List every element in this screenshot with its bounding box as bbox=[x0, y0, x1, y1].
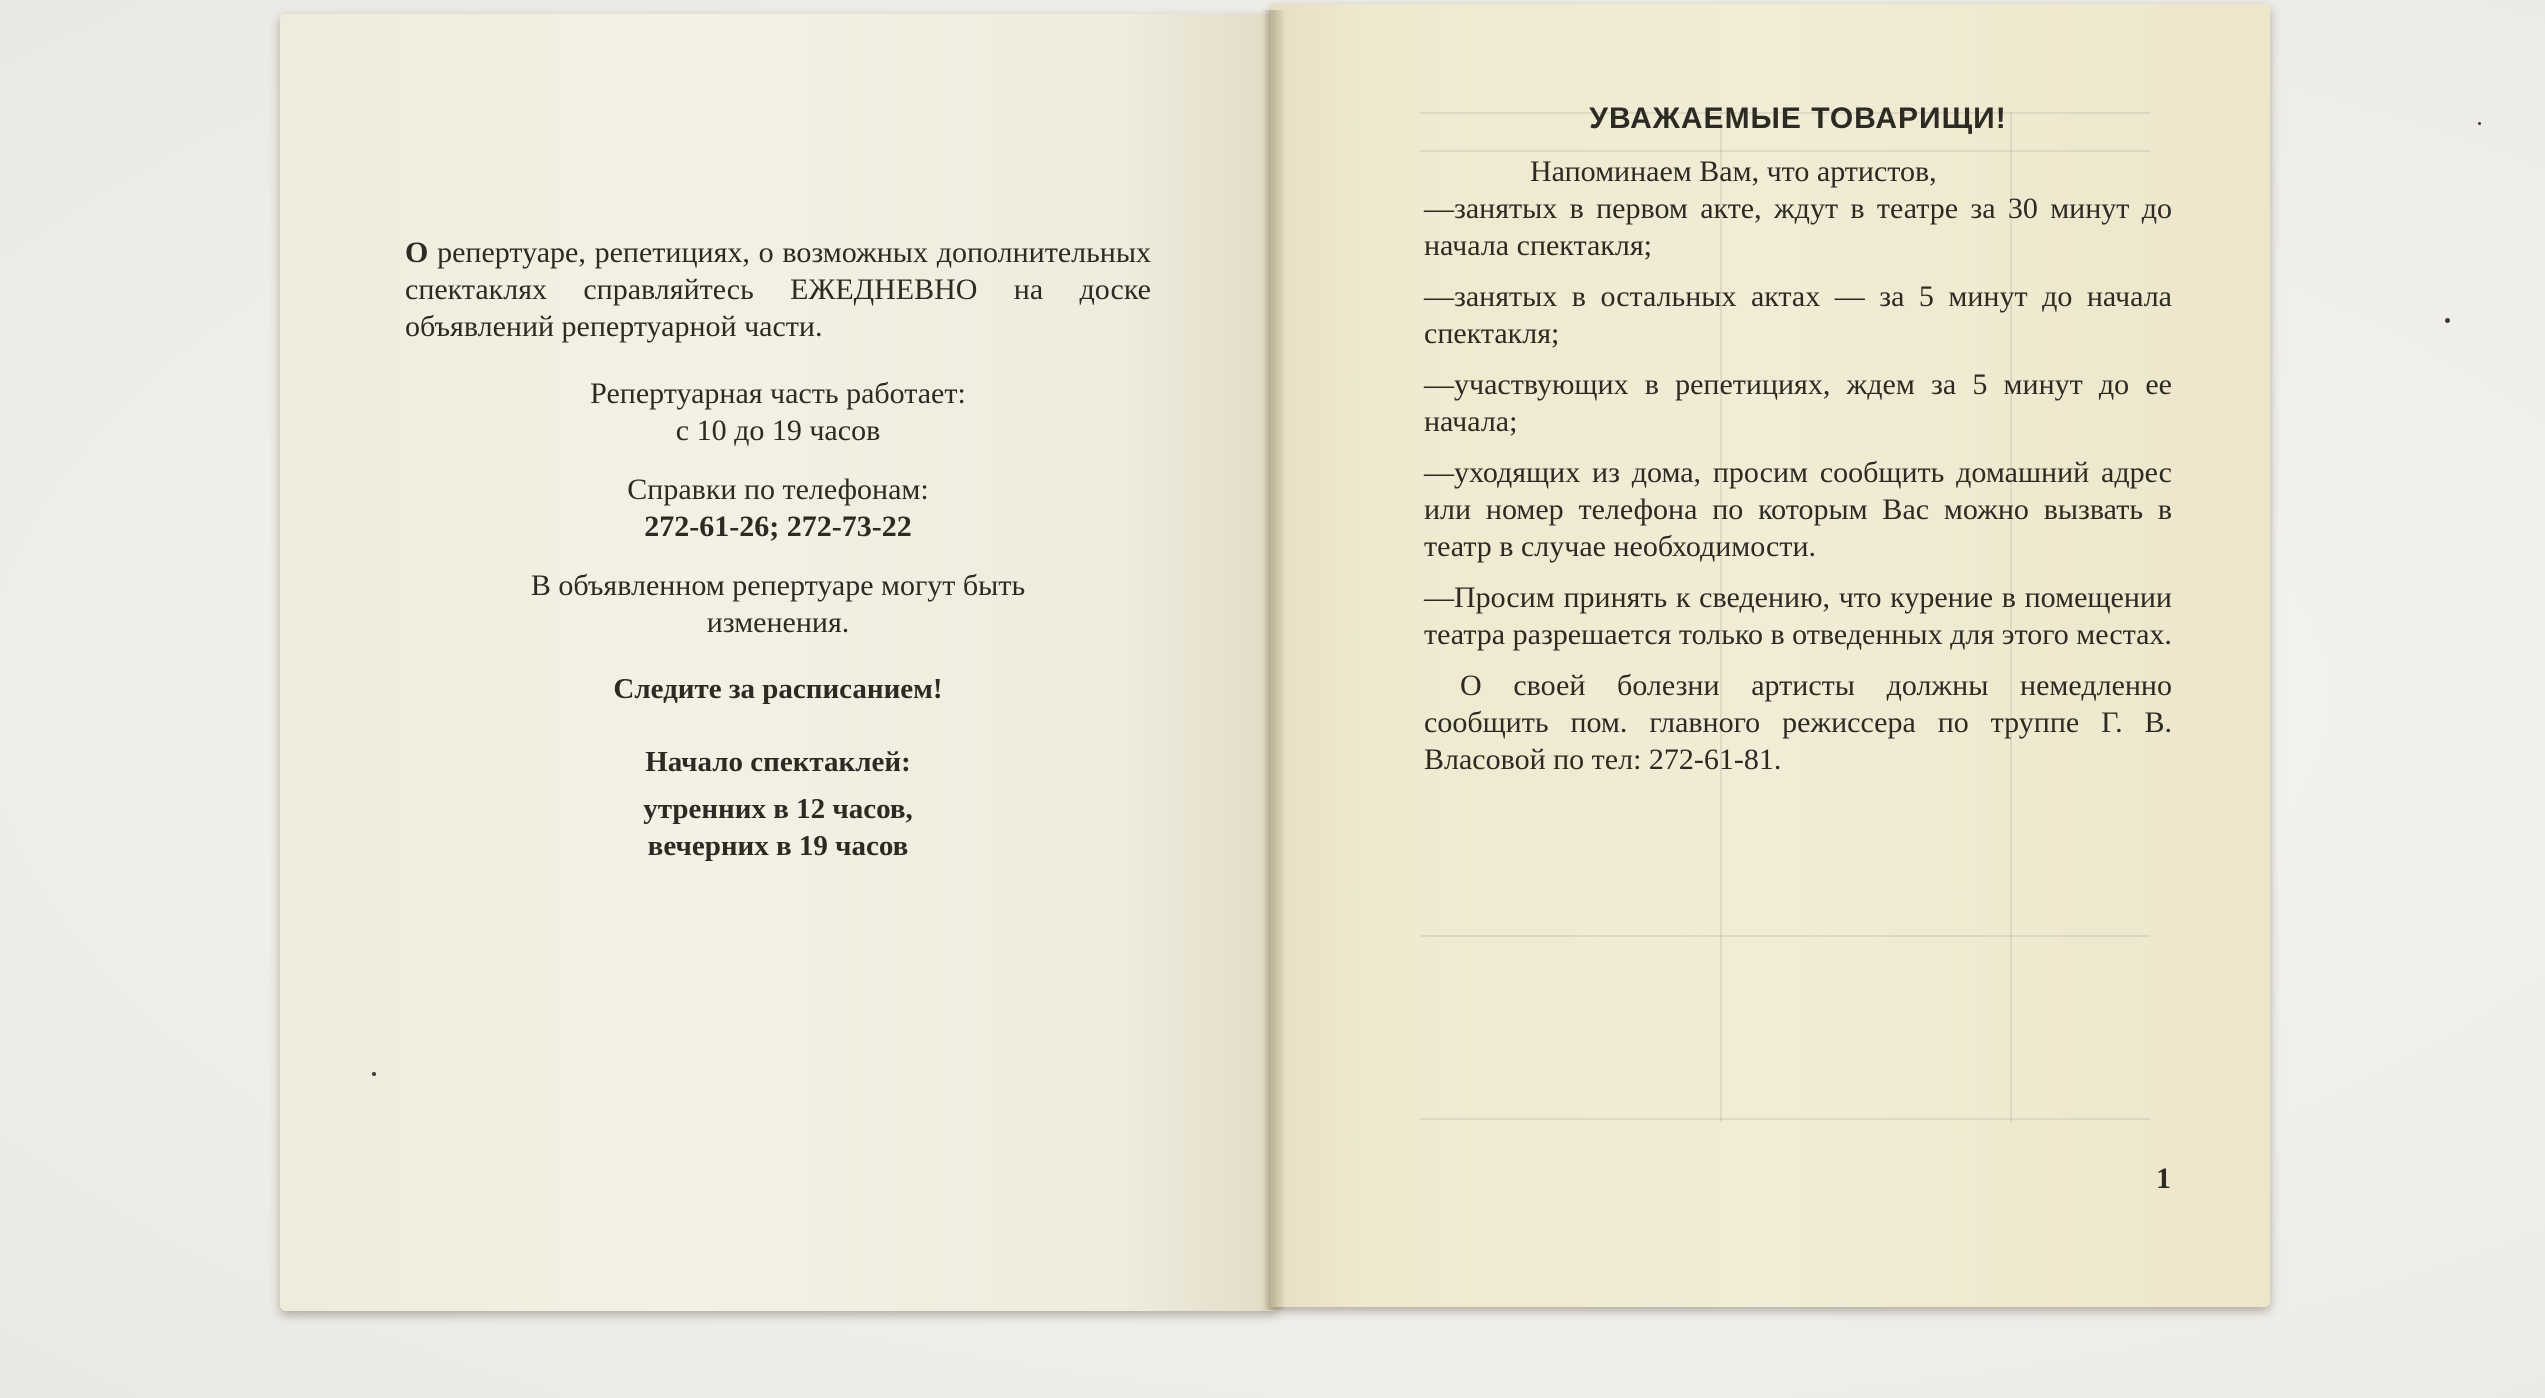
hours-label: Репертуарная часть работает: bbox=[590, 377, 966, 410]
bleed-through-line bbox=[1420, 1118, 2150, 1120]
dust-speck bbox=[2478, 122, 2481, 125]
start-evening: вечерних в 19 часов bbox=[647, 830, 909, 862]
repertoire-info bbox=[405, 234, 1151, 345]
notice-item-3: —участвующих в репетициях, ждем за 5 минут до ее начала; bbox=[1424, 368, 2172, 438]
schedule-note: Следите за расписанием! bbox=[613, 673, 943, 705]
notice-intro: Напоминаем Вам, что артистов, bbox=[1530, 155, 1937, 188]
notice-title: УВАЖАЕМЫЕ ТОВАРИЩИ! bbox=[1589, 102, 2007, 135]
notice-item-1: —занятых в первом акте, ждут в театре за 30 минут до начала спектакля; bbox=[1424, 192, 2172, 262]
changes-line-2: изменения. bbox=[706, 606, 850, 639]
info-first-letter: О bbox=[405, 236, 429, 269]
page-number: 1 bbox=[2156, 1162, 2171, 1195]
info-text: репертуаре, репетициях, о возможных дополнительных спектаклях справляйтесь ЕЖЕДНЕВНО на доске объявлений репертуарной части. bbox=[405, 236, 1151, 343]
dust-speck bbox=[372, 1072, 376, 1076]
start-morning: утренних в 12 часов, bbox=[643, 793, 913, 825]
bleed-through-line bbox=[1420, 935, 2150, 937]
right-page-content bbox=[1424, 100, 2172, 792]
booklet-fold bbox=[1262, 10, 1286, 1310]
notice-item-2: —занятых в остальных актах — за 5 минут до начала спектакля; bbox=[1424, 280, 2172, 350]
notice-item-5: —Просим принять к сведению, что курение в помещении театра разрешается только в отведенных для этого местах. bbox=[1424, 581, 2172, 651]
notice-item-4: —уходящих из дома, просим сообщить домашний адрес или номер телефона по которым Вас можно вызвать в театр в случае необходимости. bbox=[1424, 456, 2172, 563]
sickness-notice: О своей болезни артисты должны немедленно сообщить пом. главного режиссера по труппе Г. В. Власовой по тел: 272-61-81. bbox=[1424, 669, 2172, 776]
dust-speck bbox=[2445, 318, 2450, 323]
phones-label: Справки по телефонам: bbox=[627, 473, 929, 506]
hours-value: с 10 до 19 часов bbox=[675, 414, 881, 447]
left-page-content bbox=[405, 234, 1151, 865]
changes-line-1: В объявленном репертуаре могут быть bbox=[530, 569, 1026, 602]
start-label: Начало спектаклей: bbox=[645, 746, 911, 778]
phones-value: 272-61-26; 272-73-22 bbox=[644, 510, 912, 543]
